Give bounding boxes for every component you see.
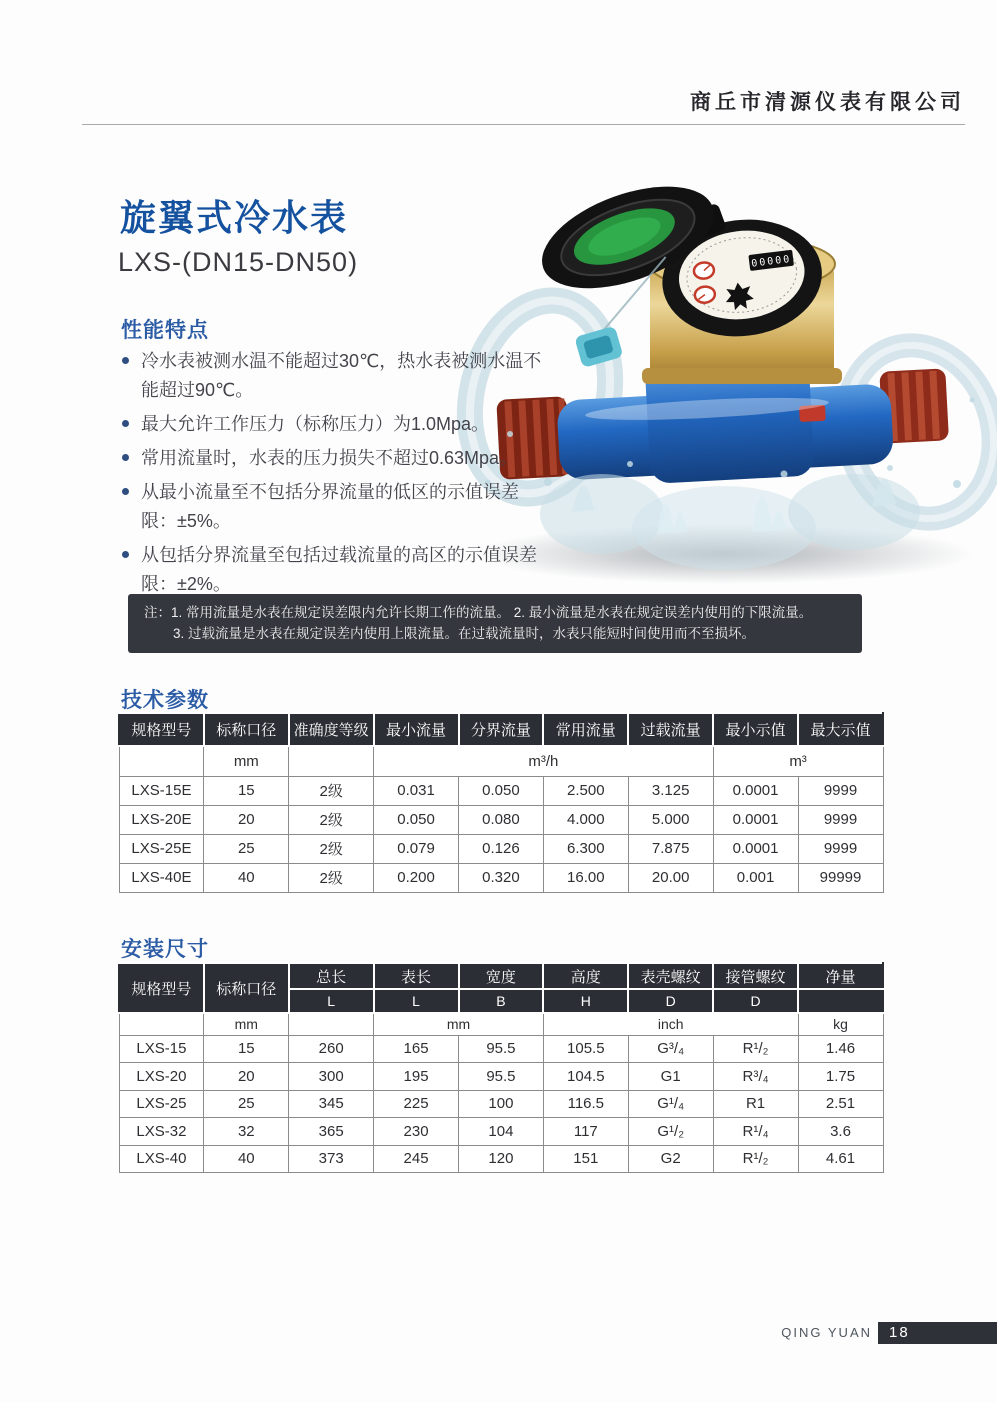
list-item <box>120 541 552 599</box>
header-row <box>119 963 883 989</box>
table-cell: 0.0001 <box>713 834 798 863</box>
table-cell: 3.6 <box>798 1118 883 1146</box>
features-list <box>120 347 552 604</box>
table-cell: 117 <box>543 1118 628 1146</box>
symbol-header: B <box>459 989 544 1013</box>
table-cell: 20.00 <box>628 863 713 892</box>
unit-cell: kg <box>798 1013 883 1035</box>
column-header: 标称口径 <box>204 713 289 746</box>
column-header: 常用流量 <box>543 713 628 746</box>
product-model-range: LXS-(DN15-DN50) <box>118 247 359 277</box>
units-row <box>119 746 883 776</box>
table-cell: 345 <box>289 1090 374 1118</box>
symbol-header: D <box>628 989 713 1013</box>
list-item <box>120 410 552 439</box>
column-header: 分界流量 <box>459 713 544 746</box>
table-cell: 5.000 <box>628 805 713 834</box>
table-cell: 0.126 <box>459 834 544 863</box>
table-cell: 16.00 <box>543 863 628 892</box>
dimensions-table <box>118 962 884 1173</box>
table-cell: 2级 <box>289 834 374 863</box>
table-cell: LXS-15E <box>119 776 204 805</box>
list-item <box>120 347 552 405</box>
unit-cell: mm <box>204 1013 289 1035</box>
table-cell: 25 <box>204 1090 289 1118</box>
unit-cell: mm <box>374 1013 544 1035</box>
symbol-header: L <box>374 989 459 1013</box>
feature-text: 最大允许工作压力（标称压力）为1.0Mpa。 <box>141 414 490 434</box>
table-cell: 0.079 <box>374 834 459 863</box>
symbol-header: L <box>289 989 374 1013</box>
bullet-icon <box>122 551 129 558</box>
table-cell: 0.050 <box>459 776 544 805</box>
unit-cell <box>119 1013 204 1035</box>
list-item <box>120 478 552 536</box>
column-header: 规格型号 <box>119 713 204 746</box>
table-cell: 95.5 <box>459 1035 544 1063</box>
table-row <box>119 834 883 863</box>
column-header: 最大示值 <box>798 713 883 746</box>
table-cell: 0.0001 <box>713 776 798 805</box>
table-cell: 99999 <box>798 863 883 892</box>
column-header: 净量 <box>798 963 883 989</box>
column-header: 最小流量 <box>374 713 459 746</box>
table-cell: R³/₄ <box>713 1063 798 1091</box>
column-header: 标称口径 <box>204 963 289 1013</box>
table-row <box>119 1090 883 1118</box>
table-cell: 225 <box>374 1090 459 1118</box>
page-title: 旋翼式冷水表 <box>120 197 349 238</box>
table-cell: 116.5 <box>543 1090 628 1118</box>
unit-cell <box>289 1013 374 1035</box>
table-cell: 165 <box>374 1035 459 1063</box>
header-row <box>119 713 883 746</box>
table-cell: 0.320 <box>459 863 544 892</box>
table-cell: 4.61 <box>798 1145 883 1173</box>
company-name: 商丘市清源仪表有限公司 <box>690 91 965 114</box>
table-cell: 260 <box>289 1035 374 1063</box>
table-cell: 300 <box>289 1063 374 1091</box>
table-cell: 40 <box>204 1145 289 1173</box>
table-cell: 32 <box>204 1118 289 1146</box>
table-cell: 4.000 <box>543 805 628 834</box>
svg-text:00000: 00000 <box>750 253 792 270</box>
table-cell: 0.001 <box>713 863 798 892</box>
table-cell: 0.0001 <box>713 805 798 834</box>
page-number: 18 <box>889 1324 910 1341</box>
column-header: 最小示值 <box>713 713 798 746</box>
footer-brand: QING YUAN <box>781 1325 872 1340</box>
table-cell: R1 <box>713 1090 798 1118</box>
table-cell: 7.875 <box>628 834 713 863</box>
symbol-header: D <box>713 989 798 1013</box>
table-cell: 3.125 <box>628 776 713 805</box>
table-cell: 373 <box>289 1145 374 1173</box>
bullet-icon <box>122 420 129 427</box>
bullet-icon <box>122 488 129 495</box>
table-row <box>119 863 883 892</box>
list-item <box>120 444 552 473</box>
bullet-icon <box>122 357 129 364</box>
table-cell: 100 <box>459 1090 544 1118</box>
unit-cell <box>289 746 374 776</box>
note-line-2: 3. 过载流量是水表在规定误差内使用上限流量。在过载流量时，水表只能短时间使用而不至损坏。 <box>173 626 756 641</box>
header-divider <box>82 124 965 125</box>
table-cell: G³/₄ <box>628 1035 713 1063</box>
column-header: 表壳螺纹 <box>628 963 713 989</box>
unit-cell: inch <box>543 1013 798 1035</box>
table-cell: 2.500 <box>543 776 628 805</box>
table-cell: 2级 <box>289 805 374 834</box>
unit-cell: mm <box>204 746 289 776</box>
unit-cell: m³ <box>713 746 883 776</box>
column-header: 接管螺纹 <box>713 963 798 989</box>
table-body <box>119 776 883 892</box>
unit-cell <box>119 746 204 776</box>
table-row <box>119 1118 883 1146</box>
column-header: 高度 <box>543 963 628 989</box>
table-cell: G¹/₂ <box>628 1118 713 1146</box>
table-cell: LXS-40E <box>119 863 204 892</box>
note-line-1: 注：1. 常用流量是水表在规定误差限内允许长期工作的流量。 2. 最小流量是水表在规定误差内使用的下限流量。 <box>144 605 813 620</box>
table-body <box>119 1035 883 1173</box>
table-cell: 1.46 <box>798 1035 883 1063</box>
column-header: 总长 <box>289 963 374 989</box>
table-cell: 0.200 <box>374 863 459 892</box>
table-cell: 195 <box>374 1063 459 1091</box>
table-cell: 104 <box>459 1118 544 1146</box>
table-cell: 151 <box>543 1145 628 1173</box>
table-cell: 0.080 <box>459 805 544 834</box>
dimensions-heading: 安装尺寸 <box>121 938 209 961</box>
footer-page-bar <box>878 1322 997 1344</box>
table-row <box>119 1035 883 1063</box>
table-cell: 104.5 <box>543 1063 628 1091</box>
table-cell: 20 <box>204 1063 289 1091</box>
feature-text: 常用流量时，水表的压力损失不超过0.63Mpa。 <box>141 448 518 468</box>
table-cell: 2.51 <box>798 1090 883 1118</box>
table-row <box>119 776 883 805</box>
feature-text: 从最小流量至不包括分界流量的低区的示值误差限：±5%。 <box>141 482 519 531</box>
table-cell: 245 <box>374 1145 459 1173</box>
table-cell: LXS-15 <box>119 1035 204 1063</box>
features-heading: 性能特点 <box>121 319 209 342</box>
table-cell: 20 <box>204 805 289 834</box>
table-cell: 9999 <box>798 776 883 805</box>
table-row <box>119 805 883 834</box>
table-cell: 15 <box>204 1035 289 1063</box>
table-cell: 120 <box>459 1145 544 1173</box>
table-cell: 2级 <box>289 863 374 892</box>
table-cell: R¹/₂ <box>713 1145 798 1173</box>
feature-text: 从包括分界流量至包括过载流量的高区的示值误差限：±2%。 <box>141 545 537 594</box>
unit-cell: m³/h <box>374 746 714 776</box>
table-cell: 9999 <box>798 834 883 863</box>
tech-specs-table <box>118 712 884 893</box>
table-row <box>119 1145 883 1173</box>
table-cell: 365 <box>289 1118 374 1146</box>
table-row <box>119 1063 883 1091</box>
column-header: 准确度等级 <box>289 713 374 746</box>
table-cell: 40 <box>204 863 289 892</box>
table-cell: LXS-40 <box>119 1145 204 1173</box>
table-cell: 0.050 <box>374 805 459 834</box>
table-cell: LXS-20 <box>119 1063 204 1091</box>
column-header: 过载流量 <box>628 713 713 746</box>
column-header: 规格型号 <box>119 963 204 1013</box>
tech-specs-heading: 技术参数 <box>121 689 209 712</box>
table-cell: G¹/₄ <box>628 1090 713 1118</box>
table-cell: 1.75 <box>798 1063 883 1091</box>
subdial-1 <box>693 261 715 279</box>
bullet-icon <box>122 454 129 461</box>
column-header: 宽度 <box>459 963 544 989</box>
table-cell: R¹/₂ <box>713 1035 798 1063</box>
table-cell: 25 <box>204 834 289 863</box>
table-cell: LXS-20E <box>119 805 204 834</box>
table-cell: 2级 <box>289 776 374 805</box>
note-box <box>128 594 862 653</box>
table-cell: 0.031 <box>374 776 459 805</box>
units-row <box>119 1013 883 1035</box>
feature-text: 冷水表被测水温不能超过30℃，热水表被测水温不能超过90℃。 <box>141 351 542 400</box>
table-cell: R¹/₄ <box>713 1118 798 1146</box>
table-cell: 9999 <box>798 805 883 834</box>
table-cell: LXS-25 <box>119 1090 204 1118</box>
column-header: 表长 <box>374 963 459 989</box>
table-cell: LXS-32 <box>119 1118 204 1146</box>
table-cell: 15 <box>204 776 289 805</box>
table-cell: LXS-25E <box>119 834 204 863</box>
table-cell: G2 <box>628 1145 713 1173</box>
table-cell: 95.5 <box>459 1063 544 1091</box>
symbol-header <box>798 989 883 1013</box>
symbol-header: H <box>543 989 628 1013</box>
table-cell: 6.300 <box>543 834 628 863</box>
table-cell: G1 <box>628 1063 713 1091</box>
table-cell: 230 <box>374 1118 459 1146</box>
table-cell: 105.5 <box>543 1035 628 1063</box>
